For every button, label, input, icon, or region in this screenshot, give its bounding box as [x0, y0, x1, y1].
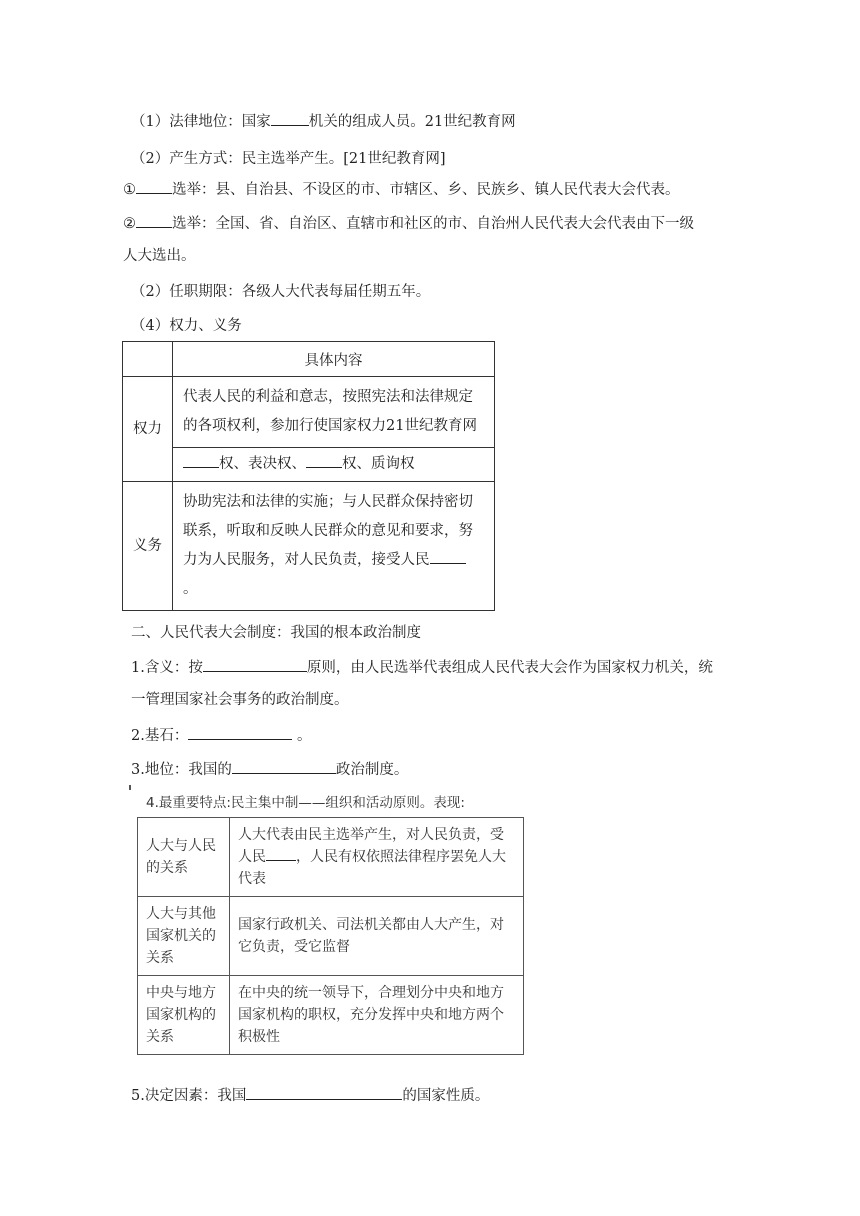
direct-election-text: 选举：县、自治县、不设区的市、市辖区、乡、民族乡、镇人民代表大会代表。 [172, 182, 680, 198]
indirect-election-text: 选举：全国、省、自治区、直辖市和社区的市、自治州人民代表大会代表由下一级 [172, 216, 694, 232]
blank-field [430, 549, 466, 564]
item-marker: ① [123, 182, 136, 198]
status-line [131, 759, 408, 780]
row-value [230, 818, 524, 897]
election-method-text: （2）产生方式：民主选举产生。[21世纪教育网] [131, 151, 446, 167]
determinant-line [131, 1085, 489, 1106]
section-2-title-text: 二、人民代表大会制度：我国的根本政治制度 [131, 625, 421, 641]
row-value: 在中央的统一领导下，合理划分中央和地方国家机构的职权，充分发挥中央和地方两个积极性 [230, 976, 524, 1055]
rights-duties-table [122, 341, 495, 611]
power-label: 权力 [123, 377, 173, 482]
table-corner [123, 342, 173, 377]
section-2-title [131, 623, 421, 643]
determinant-text: 的国家性质。 [402, 1088, 490, 1104]
foundation-label: 2.基石： [131, 728, 189, 744]
table-header: 具体内容 [173, 342, 495, 377]
feature-heading: 4.最重要特点:民主集中制——组织和活动原则。表现: [146, 795, 465, 811]
table-row [138, 976, 524, 1055]
election-method-line [131, 149, 446, 169]
power-row-2-text-b: 权、质询权 [342, 456, 415, 472]
duty-label: 义务 [123, 482, 173, 611]
blank-field [232, 759, 336, 774]
rights-duties-line [131, 316, 242, 336]
legal-status-line [131, 111, 516, 132]
power-row-2-text-a: 权、表决权、 [219, 456, 306, 472]
indirect-election-text-cont: 人大选出。 [123, 248, 196, 264]
rights-duties-heading: （4）权力、义务 [131, 318, 242, 334]
meaning-text: 原则，由人民选举代表组成人民代表大会作为国家权力机关，统 [306, 660, 713, 676]
indirect-election-line [123, 213, 694, 234]
table-row [138, 897, 524, 976]
blank-field [203, 657, 307, 672]
row-key: 人大与人民的关系 [138, 818, 230, 897]
blank-field [188, 725, 292, 740]
power-row-2 [173, 448, 495, 482]
blank-field [183, 453, 219, 468]
legal-status-text: （1）法律地位：国家 [131, 114, 271, 130]
blank-field [266, 846, 296, 861]
power-row-1: 代表人民的利益和意志，按照宪法和法律规定的各项权利，参加行使国家权力21世纪教育网 [173, 377, 495, 448]
duty-text: 协助宪法和法律的实施；与人民群众保持密切联系，听取和反映人民群众的意见和要求，努力为人民服务，对人民负责，接受人民 [183, 494, 473, 568]
blank-field [246, 1085, 402, 1100]
item-marker: ② [123, 216, 136, 232]
blank-field [306, 453, 342, 468]
blank-field [271, 111, 309, 126]
duty-row [173, 482, 495, 611]
meaning-line [131, 657, 713, 678]
term-line [131, 282, 430, 302]
meaning-text-cont: 一管理国家社会事务的政治制度。 [131, 692, 349, 708]
foundation-end: 。 [292, 728, 312, 744]
status-text: 政治制度。 [335, 762, 409, 778]
table-row [138, 818, 524, 897]
row-key: 中央与地方国家机构的关系 [138, 976, 230, 1055]
status-label: 3.地位：我国的 [131, 762, 232, 778]
blank-field [136, 179, 172, 194]
meaning-label: 1.含义：按 [131, 660, 203, 676]
indirect-election-cont [123, 246, 196, 266]
row-key: 人大与其他国家机关的关系 [138, 897, 230, 976]
scan-mark [129, 785, 131, 790]
foundation-line [131, 725, 311, 746]
direct-election-line [123, 179, 680, 200]
meaning-cont [131, 690, 349, 710]
duty-end: 。 [183, 581, 198, 597]
determinant-label: 5.决定因素：我国 [131, 1088, 247, 1104]
row-value: 国家行政机关、司法机关都由人大产生，对它负责，受它监督 [230, 897, 524, 976]
term-text: （2）任职期限：各级人大代表每届任期五年。 [131, 284, 431, 300]
row-value-text-end: ，人民有权依照法律程序罢免人大代表 [238, 849, 506, 887]
row-value-text: 人大代表由民主选举产生，对人民负责，受人民 [238, 827, 504, 865]
legal-status-text-end: 机关的组成人员。21世纪教育网 [308, 114, 516, 130]
blank-field [136, 213, 172, 228]
democratic-centralism-table [137, 817, 524, 1055]
